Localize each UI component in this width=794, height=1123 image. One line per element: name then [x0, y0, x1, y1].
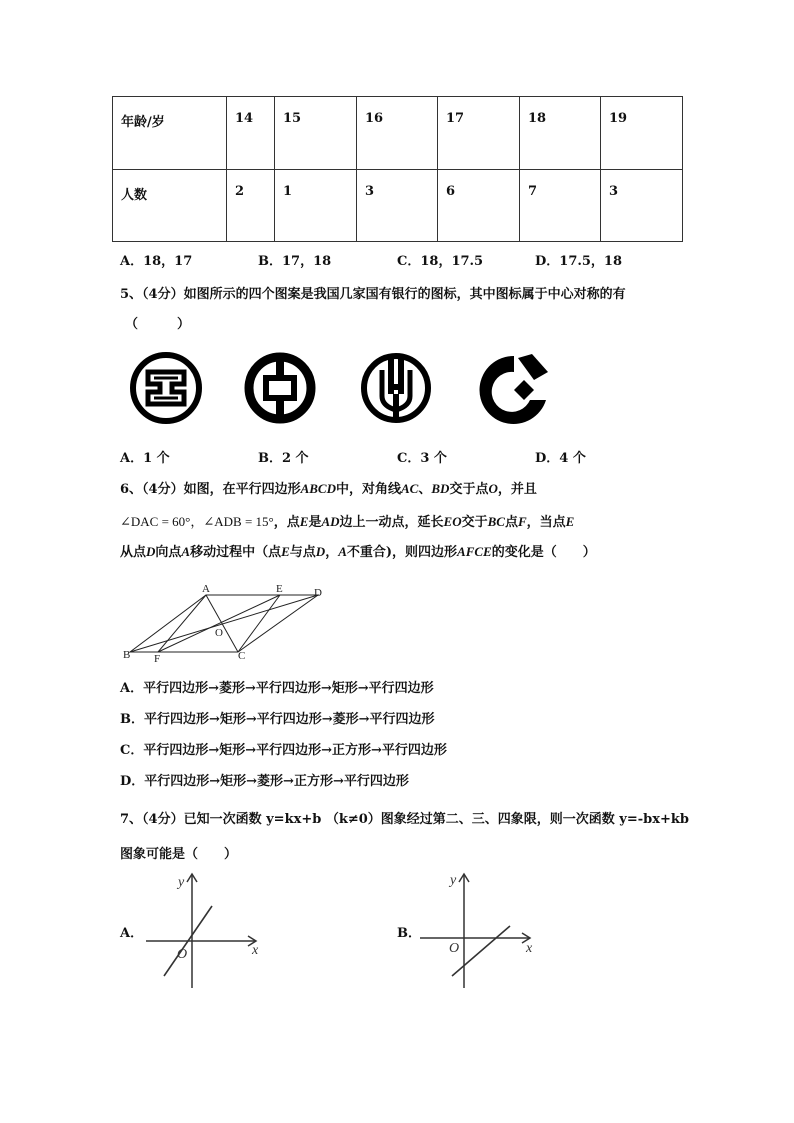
q6-stem-line3: 从点D向点A移动过程中（点E与点D，A不重合)，则四边形AFCE的变化是（ ） — [120, 544, 596, 560]
axis-label-x: x — [252, 943, 259, 958]
q5-choice-a[interactable]: A．1 个 — [120, 451, 170, 466]
q5-choice-c[interactable]: C．3 个 — [397, 451, 447, 466]
q7-choice-b[interactable]: B． — [397, 926, 421, 941]
table-cell: 17 — [438, 97, 520, 170]
q4-choice-d[interactable]: D．17.5，18 — [535, 254, 623, 269]
q6-choice-b[interactable]: B．平行四边形→矩形→平行四边形→菱形→平行四边形 — [120, 712, 435, 727]
q4-choice-c[interactable]: C．18，17.5 — [397, 254, 484, 269]
q4-choice-b[interactable]: B．17，18 — [258, 254, 332, 269]
q5-choice-b[interactable]: B．2 个 — [258, 451, 309, 466]
q6-stem-line2: ∠DAC = 60°，∠ADB = 15°，点E是AD边上一动点，延长EO交于BC点F，当点E — [120, 514, 575, 530]
label-O: O — [215, 627, 223, 639]
table-cell: 人数 — [113, 169, 227, 242]
table-cell: 3 — [601, 169, 683, 242]
q7-graph-a[interactable] — [142, 868, 264, 992]
table-cell: 15 — [275, 97, 357, 170]
q4-choice-a[interactable]: A．18，17 — [120, 254, 193, 269]
q6-stem-line1: 6、（4分）如图，在平行四边形ABCD中，对角线AC、BD交于点O，并且 — [120, 481, 537, 497]
axis-label-x: x — [526, 941, 533, 956]
q6-choice-d[interactable]: D．平行四边形→矩形→菱形→正方形→平行四边形 — [120, 774, 409, 789]
q5-stem: 5、（4分）如图所示的四个图案是我国几家国有银行的图标，其中图标属于中心对称的有 — [120, 287, 626, 302]
q5-answer-paren: （ ） — [125, 317, 191, 332]
table-cell: 7 — [520, 169, 601, 242]
parallelogram-figure — [118, 582, 333, 664]
axis-label-y: y — [178, 875, 185, 890]
label-B: B — [123, 649, 131, 661]
q7-choice-a[interactable]: A． — [120, 926, 144, 941]
table-cell: 2 — [227, 169, 275, 242]
q6-choice-c[interactable]: C．平行四边形→矩形→平行四边形→正方形→平行四边形 — [120, 743, 447, 758]
q7-stem-line2: 图象可能是（ ） — [120, 847, 238, 862]
label-C: C — [238, 650, 246, 662]
label-E: E — [276, 583, 283, 595]
table-cell: 1 — [275, 169, 357, 242]
q7-stem-line1: 7、（4分）已知一次函数 y=kx+b （k≠0）图象经过第二、三、四象限，则一次函数 y=-bx+kb — [120, 812, 689, 827]
boc-logo-icon — [242, 350, 318, 426]
table-row — [113, 97, 683, 170]
table-cell: 年龄/岁 — [113, 97, 227, 170]
table-row — [113, 169, 683, 242]
ccb-logo-icon — [474, 350, 554, 428]
origin-label: O — [449, 941, 460, 956]
table-cell: 16 — [357, 97, 438, 170]
age-count-table — [112, 96, 683, 242]
label-A: A — [202, 583, 210, 595]
q5-choice-d[interactable]: D．4 个 — [535, 451, 586, 466]
icbc-logo-icon — [128, 350, 204, 426]
table-cell: 6 — [438, 169, 520, 242]
table-cell: 14 — [227, 97, 275, 170]
table-cell: 19 — [601, 97, 683, 170]
abc-logo-icon — [358, 348, 434, 426]
axis-label-y: y — [450, 873, 457, 888]
table-cell: 18 — [520, 97, 601, 170]
origin-label: O — [177, 947, 188, 962]
label-D: D — [314, 587, 322, 599]
q6-choice-a[interactable]: A．平行四边形→菱形→平行四边形→矩形→平行四边形 — [120, 681, 434, 696]
q7-graph-b[interactable] — [418, 868, 540, 992]
table-cell: 3 — [357, 169, 438, 242]
label-F: F — [154, 653, 161, 664]
